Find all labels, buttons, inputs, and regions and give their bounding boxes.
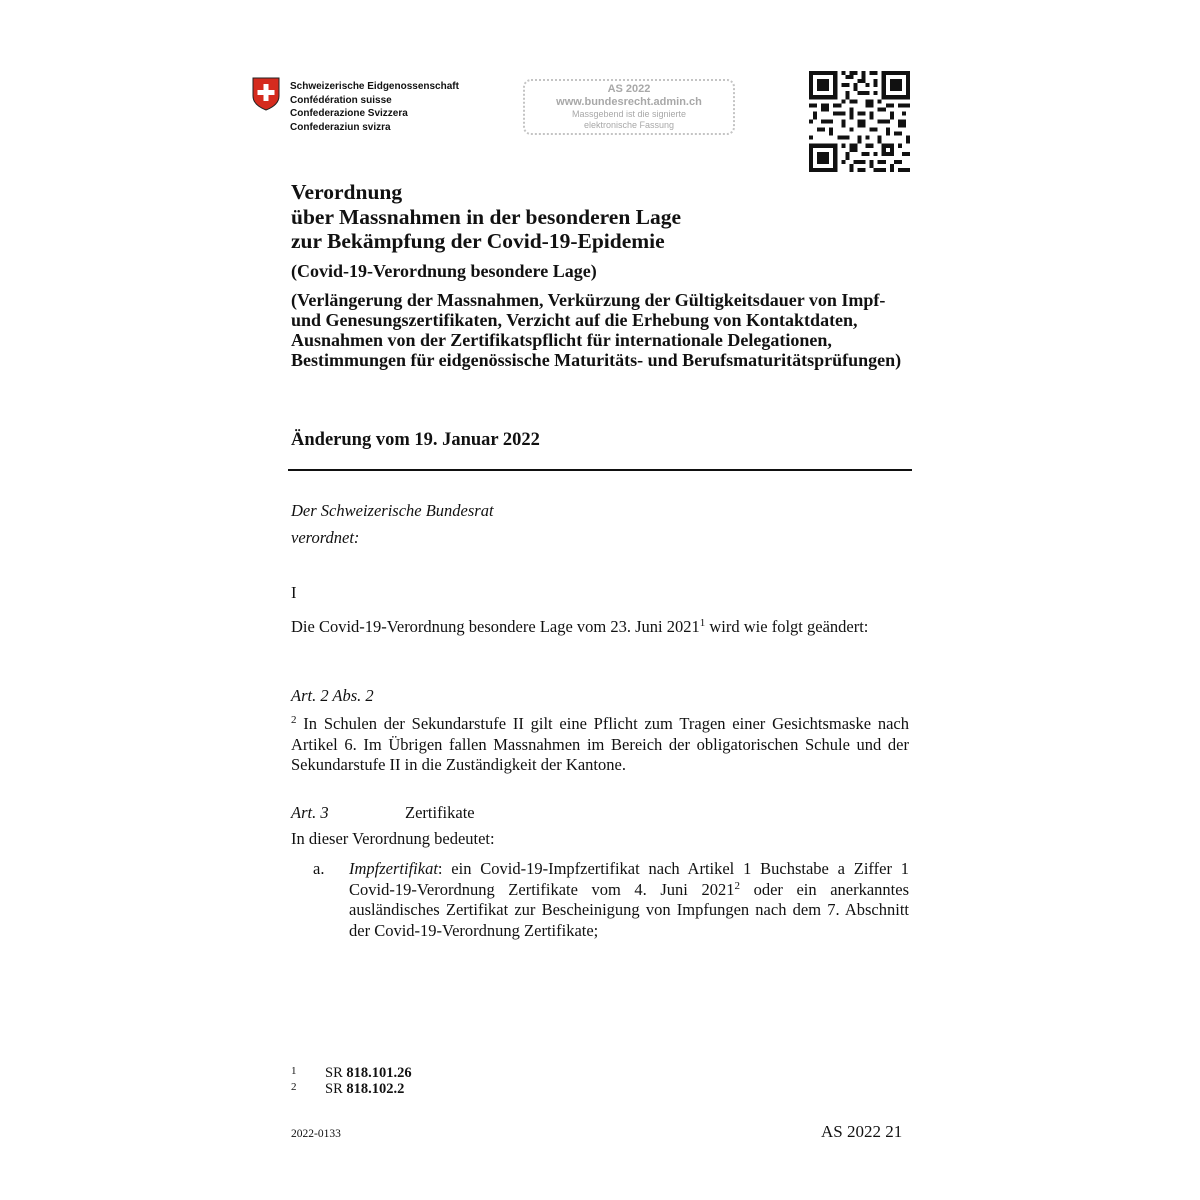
list-item-letter: a. [313,859,325,878]
title-divider [288,469,912,471]
footnote-number: 1 [291,1065,297,1077]
confederation-name-fr: Confédération suisse [290,94,392,106]
stamp-note-1: Massgebend ist die signierte [571,109,687,119]
amendment-intro-text-end: wird wie folgt geändert: [705,617,869,636]
swiss-cross-shield-icon [252,77,280,111]
footnote-sr-number: 818.101.26 [346,1065,412,1081]
short-title: (Covid-19-Verordnung besondere Lage) [291,261,597,281]
article-3-number: Art. 3 [291,803,329,822]
footnote-ref-2: 2 [734,879,740,892]
amendment-subtitle: (Verlängerung der Massnahmen, Verkürzung der Gültigkeitsdauer von Impf- und Genesungszertifikaten, Verzicht auf die Erhebung von Kontaktdaten, Ausnahmen von der Zertifikatspflicht für internationale Delegationen, Bestimmungen für eidgenössische Maturitäts- und Berufsmaturitätsprüfungen) [291,290,902,370]
stamp-collection: AS 2022 [607,83,651,95]
footnote-2 [291,1079,404,1097]
article-3-title: Zertifikate [405,803,475,822]
amendment-intro-text: Die Covid-19-Verordnung besondere Lage vom 23. Juni 2021 [291,617,700,636]
footnote-sr-number: 818.102.2 [346,1081,405,1097]
definition-text: : ein Covid-19-Impfzertifikat nach Artikel 1 Buchstabe a Ziffer 1 Covid-19-Verordnung Zertifikate vom 4. Juni 2021 [349,859,909,899]
official-reference: AS 2022 21 [821,1122,903,1141]
official-publication-stamp [523,79,735,135]
stamp-url: www.bundesrecht.admin.ch [556,96,702,108]
footnote-prefix: SR [325,1065,347,1081]
document-title [291,180,911,254]
stamp-note-2: elektronische Fassung [583,120,675,130]
article-2-heading: Art. 2 Abs. 2 [291,686,374,705]
article-2-text: In Schulen der Sekundarstufe II gilt eine Pflicht zum Tragen einer Gesichtsmaske nach Artikel 6. Im Übrigen fallen Massnahmen im Bereich der obligatorischen Schule und der Sekundarstufe II in die Zuständigkeit der Kantone. [291,714,909,774]
defined-term: Impfzertifikat [349,859,438,878]
definition-text-end: oder ein anerkanntes ausländisches Zertifikat zur Bescheinigung von Impfungen nach dem 7. Abschnitt der Covid-19-Verordnung Zertifikate; [349,879,909,940]
title-line-3: zur Bekämpfung der Covid-19-Epidemie [291,229,665,253]
confederation-name-it: Confederazione Svizzera [290,108,408,119]
amendment-intro [291,617,909,638]
article-3-heading [291,803,475,824]
document-code: 2022-0133 [291,1128,341,1140]
confederation-name-rm: Confederaziun svizra [290,121,391,133]
confederation-name-de: Schweizerische Eidgenossenschaft [290,81,459,92]
title-line-2: über Massnahmen in der besonderen Lage [291,204,682,229]
amendment-date: Änderung vom 19. Januar 2022 [291,430,540,450]
section-number: I [291,583,297,602]
footnote-prefix: SR [325,1081,347,1097]
qr-code-icon [809,71,910,172]
issuing-authority: Der Schweizerische Bundesrat [291,501,494,520]
paragraph-number: 2 [291,714,297,726]
confederation-names [290,80,459,134]
article-2-paragraph-2 [291,714,909,776]
article-3-intro: In dieser Verordnung bedeutet: [291,829,495,848]
list-item [349,859,909,941]
title-line-1: Verordnung [291,180,403,204]
footnote-ref-1: 1 [699,617,706,629]
decree-formula: verordnet: [291,528,360,547]
footnote-number: 2 [291,1081,297,1093]
